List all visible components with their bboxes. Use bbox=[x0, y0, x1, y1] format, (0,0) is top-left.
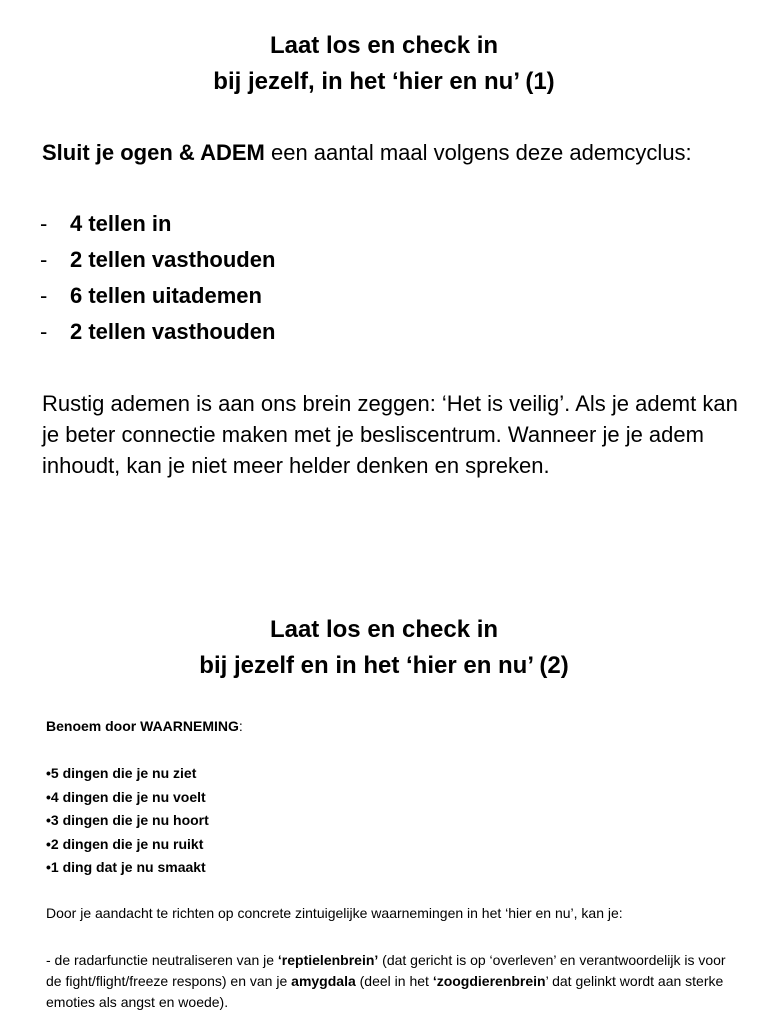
list-item bbox=[40, 278, 275, 314]
step-text: 2 tellen vasthouden bbox=[70, 319, 276, 344]
senses-list bbox=[46, 762, 209, 880]
list-item: •5 dingen die je nu ziet bbox=[46, 765, 197, 781]
dash-bullet: - bbox=[40, 319, 48, 344]
detail-bold-amygdala: amygdala bbox=[291, 973, 356, 989]
list-item: •4 dingen die je nu voelt bbox=[46, 788, 206, 805]
detail-bold-reptile: ‘reptielenbrein’ bbox=[277, 952, 379, 968]
detail-part-3: (deel in het bbox=[355, 973, 433, 989]
slide-1-title bbox=[0, 28, 768, 100]
observation-label-bold: WAARNEMING bbox=[140, 718, 239, 734]
detail-part-2: (dat gericht is op ‘overleven’ en verantwoordelijk is voor de fight/flight/freeze respons) en van je bbox=[46, 952, 726, 989]
slide-1-title-line-2: bij jezelf, in het ‘hier en nu’ (1) bbox=[213, 68, 555, 95]
list-item: •3 dingen die je nu hoort bbox=[46, 812, 209, 828]
dash-bullet: - bbox=[40, 211, 48, 236]
step-text: 6 tellen uitademen bbox=[70, 283, 262, 308]
list-item bbox=[40, 242, 275, 278]
slide-2-title-line-1: Laat los en check in bbox=[269, 616, 499, 643]
observation-label-suffix: : bbox=[238, 718, 243, 734]
calm-breathing-paragraph: Rustig ademen is aan ons brein zeggen: ‘Het is veilig’. Als je ademt kan je beter connectie maken met je besliscentrum. Wanneer je je adem inhoudt, kan je niet meer helder denken en spreken. bbox=[42, 391, 738, 478]
step-text: 2 tellen vasthouden bbox=[70, 247, 276, 272]
breathing-instruction-rest: een aantal maal volgens deze ademcyclus: bbox=[264, 140, 692, 165]
observation-label bbox=[46, 716, 243, 736]
breathing-instruction-bold: Sluit je ogen & ADEM bbox=[42, 140, 265, 165]
breathing-instruction bbox=[42, 138, 692, 168]
detail-part-4: ’ dat gelinkt wordt aan sterke emoties als angst en woede). bbox=[46, 973, 724, 1010]
dash-bullet: - bbox=[40, 247, 48, 272]
slide-2 bbox=[0, 600, 768, 1024]
observation-label-prefix: Benoem door bbox=[46, 718, 141, 734]
dash-bullet: - bbox=[40, 283, 48, 308]
slide-2-title-line-2: bij jezelf en in het ‘hier en nu’ (2) bbox=[199, 652, 569, 679]
detail-bold-mammal: ‘zoogdierenbrein bbox=[432, 973, 546, 989]
focus-text: Door je aandacht te richten op concrete zintuigelijke waarnemingen in het ‘hier en nu’, kan je: bbox=[46, 905, 623, 921]
breathing-cycle-list bbox=[40, 206, 275, 350]
slide-1-title-line-1: Laat los en check in bbox=[269, 32, 499, 59]
list-item: •2 dingen die je nu ruikt bbox=[46, 835, 204, 852]
detail-part-1: - de radarfunctie neutraliseren van je bbox=[46, 952, 278, 968]
brain-detail-text bbox=[46, 950, 736, 1013]
step-text: 4 tellen in bbox=[70, 211, 172, 236]
list-item bbox=[40, 314, 275, 350]
list-item bbox=[40, 206, 275, 242]
slide-2-title bbox=[0, 612, 768, 684]
list-item: •1 ding dat je nu smaakt bbox=[46, 859, 206, 875]
